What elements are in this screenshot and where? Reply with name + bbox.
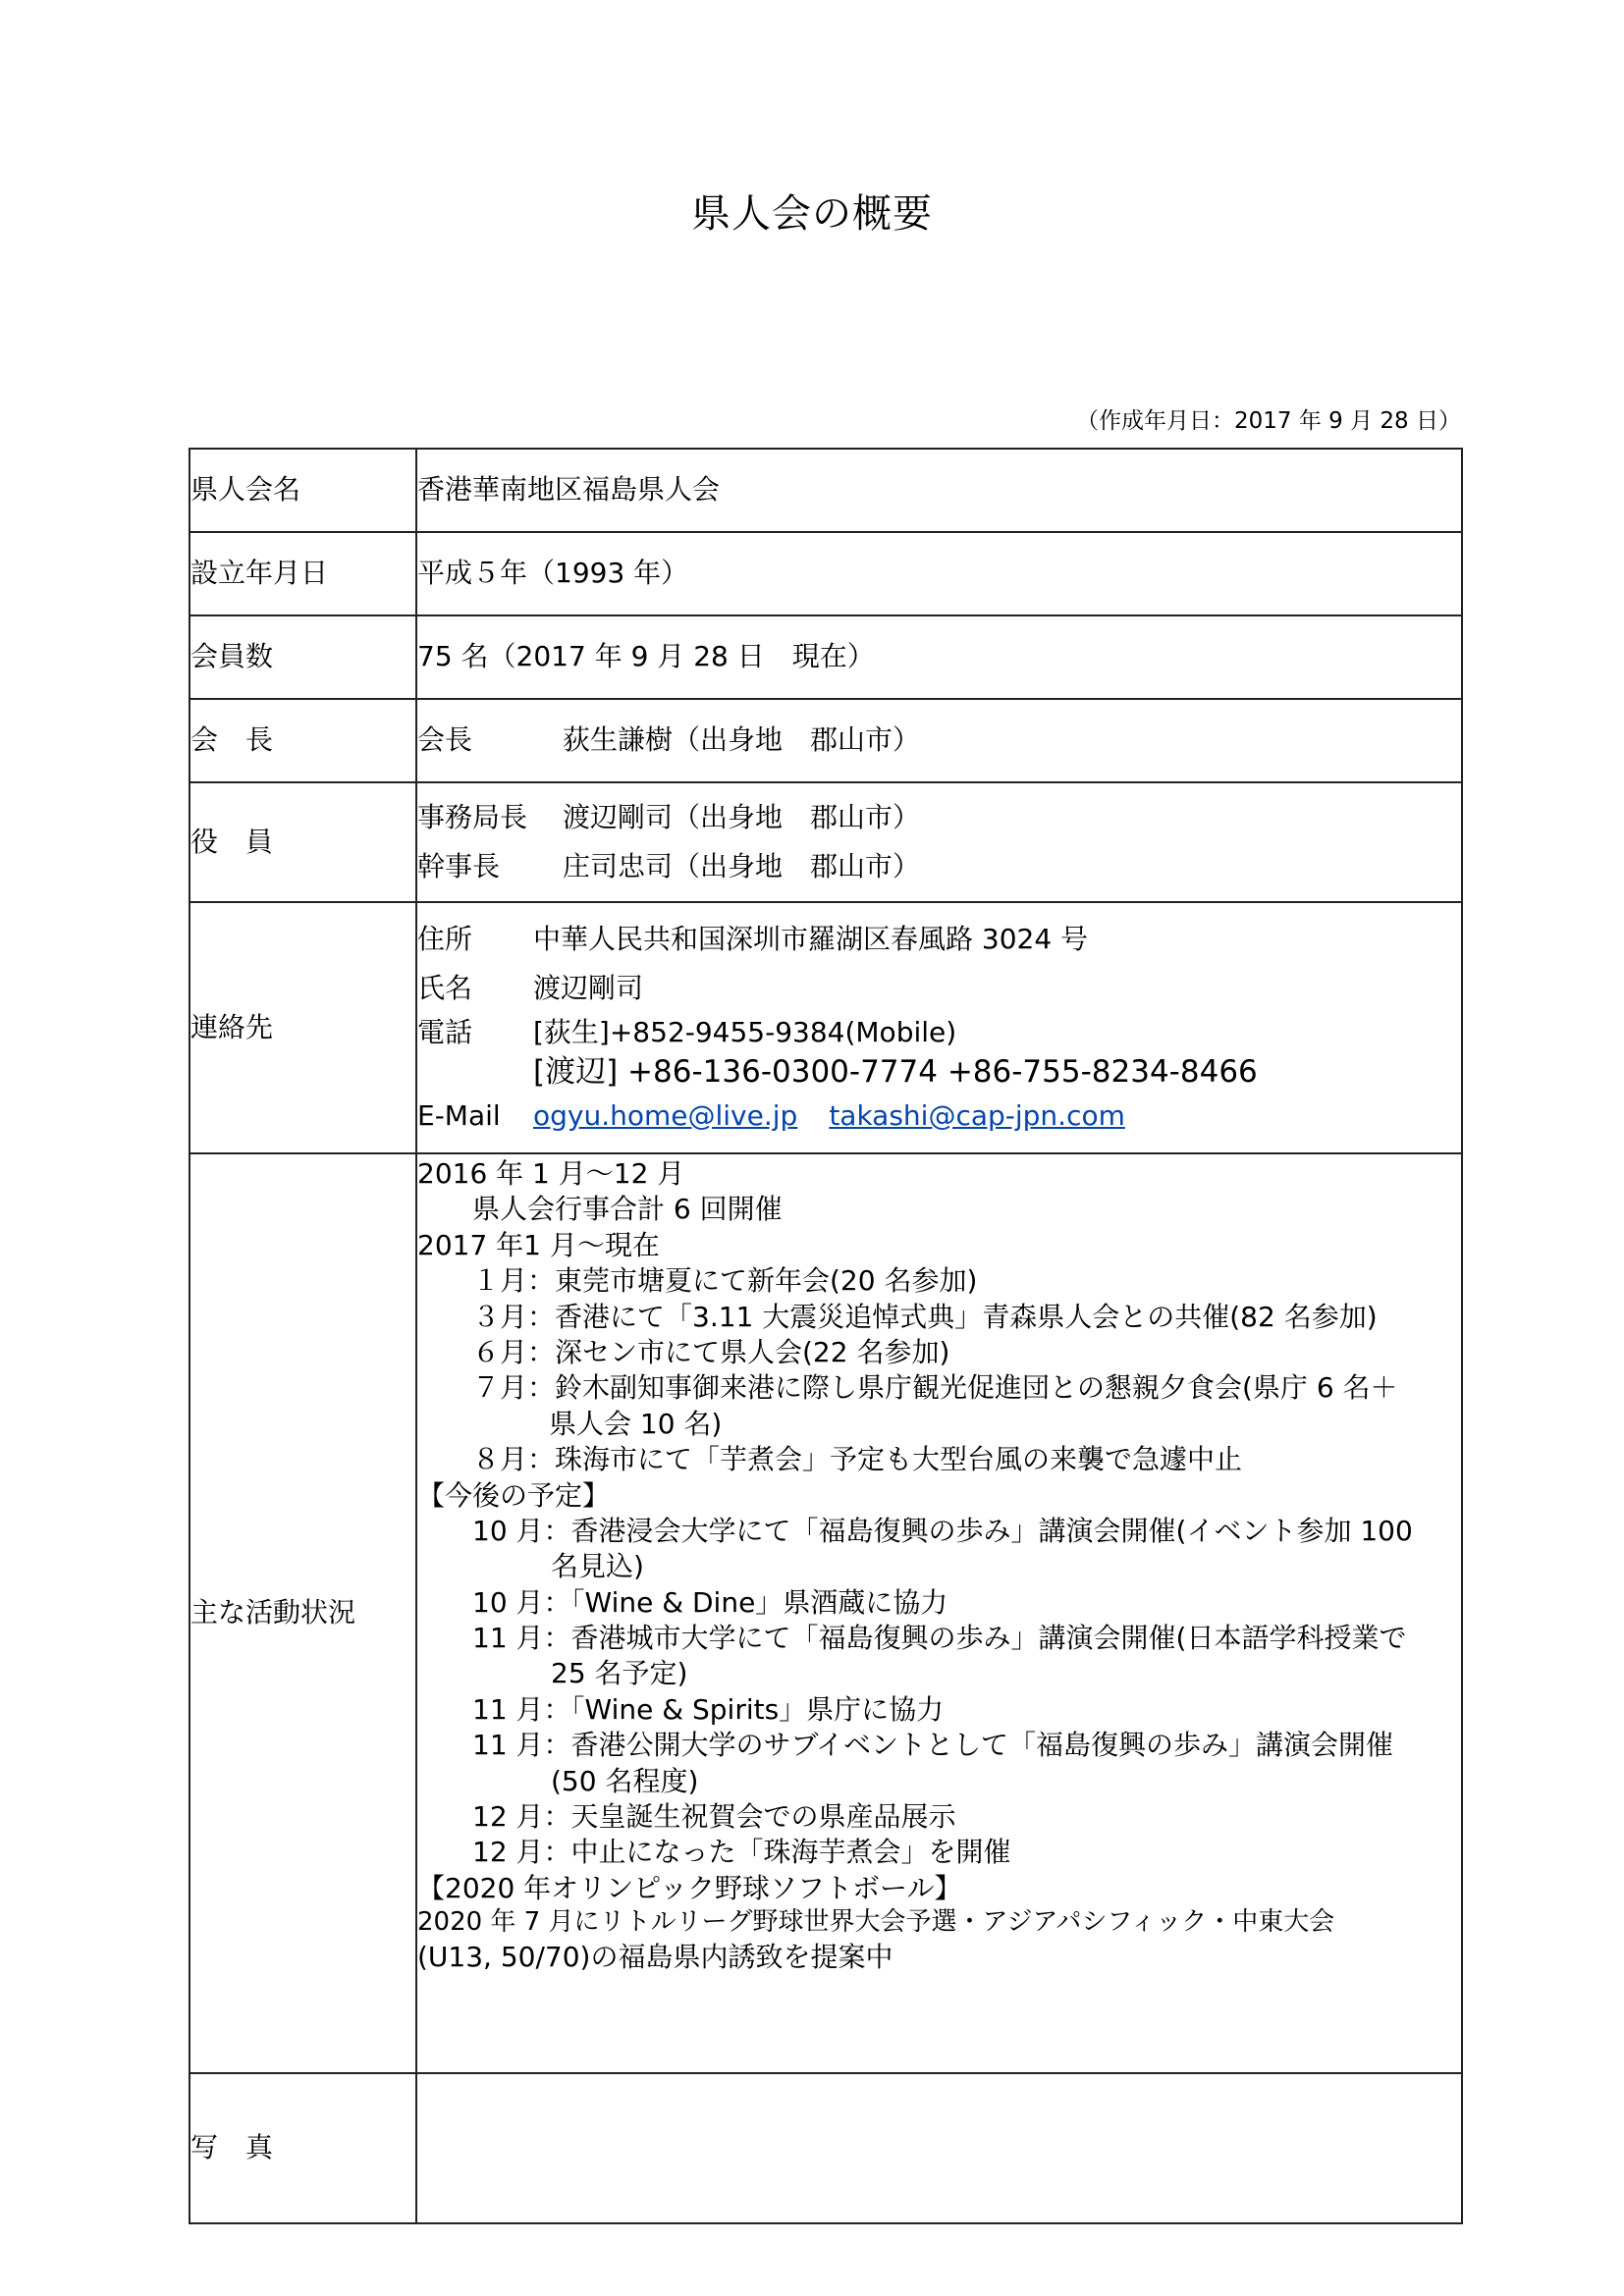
overview-table [189,448,1463,2224]
activity-line: 県人会 10 名) [549,1407,723,1440]
row-established [189,532,1462,615]
value-chair [416,699,1462,782]
label-officers: 役 員 [189,782,416,902]
contact-address [417,915,1461,964]
activity-line: 25 名予定) [551,1657,688,1690]
activity-line: 12 月：天皇誕生祝賀会での県産品展示 [472,1800,956,1834]
chair-name: 荻生謙樹（出身地 郡山市） [563,723,921,757]
activity-line: 10 月：香港浸会大学にて「福島復興の歩み」講演会開催(イベント参加 100 [472,1514,1413,1547]
name-label: 氏名 [417,972,473,1004]
photo-area [416,2073,1462,2223]
row-members [189,615,1462,699]
name-value: 渡辺剛司 [533,972,644,1004]
activity-line: 10 月：「Wine & Dine」県酒蔵に協力 [472,1585,948,1619]
document-title: 県人会の概要 [691,191,933,237]
activity-line: 12 月：中止になった「珠海芋煮会」を開催 [472,1836,1011,1869]
label-photo: 写 真 [189,2073,416,2223]
value-activities [416,1153,1462,2073]
contact-phone [417,1013,1461,1052]
officer-line [417,842,1461,891]
officer-line [417,793,1461,842]
label-chair: 会 長 [189,699,416,782]
label-contact: 連絡先 [189,902,416,1153]
email-link-2[interactable]: takashi@cap-jpn.com [829,1099,1125,1132]
email-link-1[interactable]: ogyu.home@live.jp [533,1099,798,1132]
activity-line: (50 名程度) [551,1764,699,1797]
activity-line: 2020 年 7 月にリトルリーグ野球世界大会予選・アジアパシフィック・中東大会 [417,1907,1335,1938]
officer-role: 幹事長 [417,850,501,882]
activity-line: 2017 年1 月〜現在 [417,1228,660,1261]
row-photo [189,2073,1462,2223]
phone-label: 電話 [417,1016,473,1048]
contact-phone-2 [417,1052,1461,1092]
activity-line: 県人会行事合計 6 回開催 [472,1193,783,1226]
activity-line: ７月：鈴木副知事御来港に際し県庁観光促進団との懇親夕食会(県庁 6 名＋ [472,1371,1398,1405]
contact-email [417,1092,1461,1141]
creation-date: （作成年月日：2017 年 9 月 28 日） [1076,408,1461,434]
activity-line: 【2020 年オリンピック野球ソフトボール】 [417,1871,962,1904]
row-contact [189,902,1462,1153]
value-members: 75 名（2017 年 9 月 28 日 現在） [416,615,1462,699]
activity-line: 11 月：「Wine & Spirits」県庁に協力 [472,1692,945,1726]
email-label: E-Mail [417,1099,501,1132]
value-officers [416,782,1462,902]
label-association-name: 県人会名 [189,449,416,532]
row-association-name [189,449,1462,532]
label-members: 会員数 [189,615,416,699]
activity-line: 2016 年 1 月〜12 月 [417,1157,685,1190]
activity-line: ８月：珠海市にて「芋煮会」予定も大型台風の来襲で急遽中止 [472,1443,1243,1476]
chair-role: 会長 [417,723,473,757]
row-chair [189,699,1462,782]
row-activities [189,1153,1462,2073]
value-contact [416,902,1462,1153]
activity-line: (U13, 50/70)の福島県内誘致を提案中 [417,1941,893,1973]
activity-line: 【今後の予定】 [417,1478,611,1512]
phone-value-2: [渡辺] +86-136-0300-7774 +86-755-8234-8466 [533,1054,1258,1090]
value-established: 平成５年（1993 年） [416,532,1462,615]
address-value: 中華人民共和国深圳市羅湖区春風路 3024 号 [533,923,1089,955]
officer-role: 事務局長 [417,801,528,833]
activity-line: １月：東莞市塘夏にて新年会(20 名参加) [472,1264,978,1298]
value-association-name: 香港華南地区福島県人会 [416,449,1462,532]
address-label: 住所 [417,923,473,955]
phone-value-1: [荻生]+852-9455-9384(Mobile) [533,1016,957,1048]
contact-name [417,964,1461,1013]
row-officers [189,782,1462,902]
activity-line: 11 月：香港城市大学にて「福島復興の歩み」講演会開催(日本語学科授業で [472,1622,1407,1655]
label-activities: 主な活動状況 [189,1153,416,2073]
officer-name: 庄司忠司（出身地 郡山市） [563,850,921,882]
label-established: 設立年月日 [189,532,416,615]
activity-line: 名見込) [551,1550,644,1583]
activity-line: ３月：香港にて「3.11 大震災追悼式典」青森県人会との共催(82 名参加) [472,1300,1378,1333]
activity-line: ６月：深セン市にて県人会(22 名参加) [472,1335,950,1368]
activity-line: 11 月：香港公開大学のサブイベントとして「福島復興の歩み」講演会開催 [472,1729,1394,1762]
officer-name: 渡辺剛司（出身地 郡山市） [563,801,921,833]
